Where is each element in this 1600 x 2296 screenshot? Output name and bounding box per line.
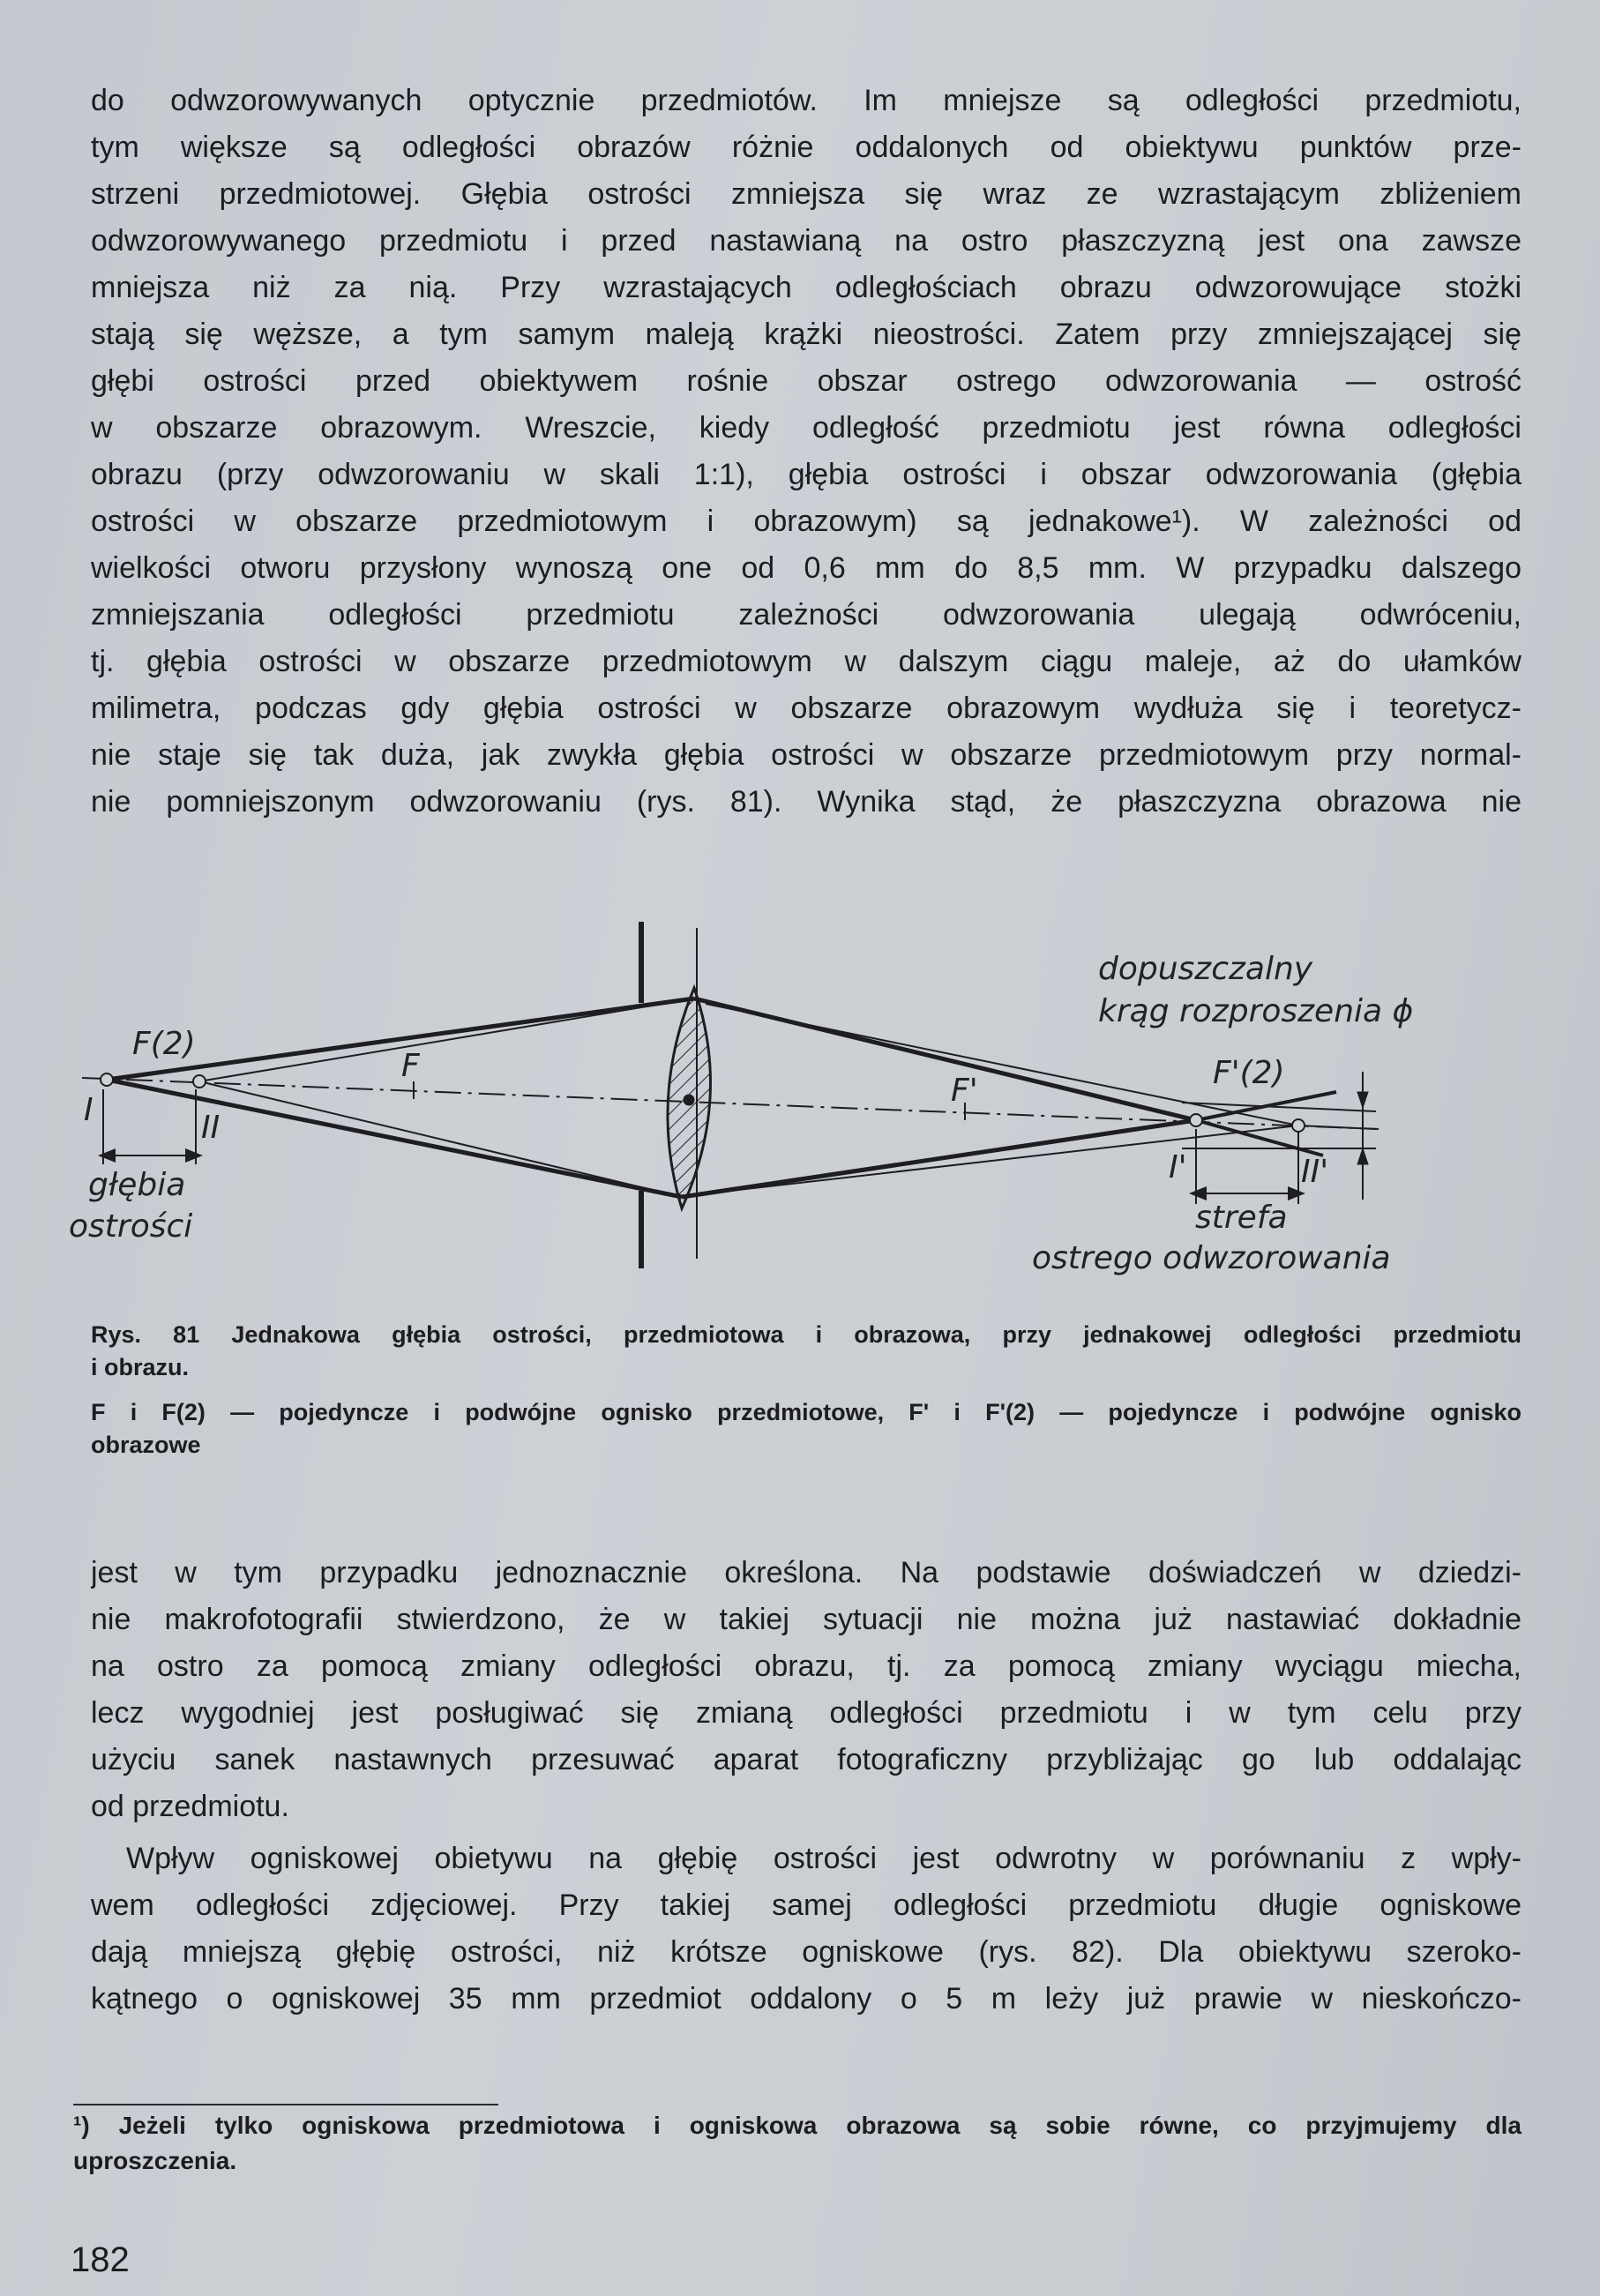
label-f-prime-2: F'(2) [1213, 1055, 1285, 1091]
ray [692, 1126, 1298, 1195]
point-i-prime-marker [1190, 1114, 1202, 1126]
footnote [73, 2108, 1521, 2179]
text-line: użyciu sanek nastawnych przesuwać aparat fotograficzny przybliżając go lub oddalając [91, 1743, 1521, 1776]
ray [199, 1081, 682, 1197]
text-line: Wpływ ogniskowej obietywu na głębię ostrości jest odwrotny w porównaniu z wpły- [126, 1842, 1521, 1875]
text-line: w obszarze obrazowym. Wreszcie, kiedy odległość przedmiotu jest równa odległości [91, 411, 1521, 445]
text-line: głębi ostrości przed obiektywem rośnie obszar ostrego odwzorowania — ostrość [91, 364, 1521, 398]
text-line: lecz wygodniej jest posługiwać się zmianą odległości przedmiotu i w tym celu przy [91, 1696, 1521, 1730]
page-number: 182 [71, 2240, 130, 2279]
text-line: nie makrofotografii stwierdzono, że w takiej sytuacji nie można już nastawiać dokładnie [91, 1603, 1521, 1636]
arrowhead [1357, 1092, 1368, 1108]
text-line: od przedmiotu. [91, 1790, 289, 1823]
text-line: obrazu (przy odwzorowaniu w skali 1:1), głębia ostrości i obszar odwzorowania (głębia [91, 458, 1521, 491]
text-line: nie pomniejszonym odwzorowaniu (rys. 81). Wynika stąd, że płaszczyzna obrazowa nie [91, 785, 1521, 819]
label-point-ii: II [201, 1110, 221, 1146]
text-line: do odwzorowywanych optycznie przedmiotów. Im mniejsze są odległości przedmiotu, [91, 84, 1521, 117]
caption-line: obrazowe [91, 1432, 201, 1458]
footnote-line: uproszczenia. [73, 2147, 237, 2174]
ray [107, 1080, 682, 1197]
point-i-marker [101, 1073, 113, 1086]
label-zone-2: ostrego odwzorowania [1032, 1240, 1391, 1276]
lens-center [684, 1095, 694, 1105]
ray [199, 998, 694, 1081]
text-line: mniejsza niż za nią. Przy wzrastających odległościach obrazu odwzorowujące stożki [91, 271, 1521, 304]
ray [1298, 1126, 1376, 1129]
text-line: zmniejszania odległości przedmiotu zależności odwzorowania ulegają odwróceniu, [91, 598, 1521, 632]
caption-line: i obrazu. [91, 1354, 190, 1380]
label-depth-2: ostrości [69, 1208, 193, 1245]
caption-line: F i F(2) — pojedyncze i podwójne ognisko przedmiotowe, F' i F'(2) — pojedyncze i podwójne ognisko [91, 1399, 1521, 1425]
point-ii-marker [193, 1075, 206, 1088]
label-point-i: I [84, 1092, 93, 1128]
text-line: wielkości otworu przysłony wynoszą one od 0,6 mm do 8,5 mm. W przypadku dalszego [91, 551, 1521, 585]
figure-caption [91, 1319, 1521, 1462]
footnote-divider [73, 2104, 498, 2105]
ray [682, 1120, 1196, 1197]
text-line: dają mniejszą głębię ostrości, niż krótsze ogniskowe (rys. 82). Dla obiektywu szeroko- [91, 1935, 1521, 1969]
label-circle-1: dopuszczalny [1098, 951, 1313, 987]
label-point-ii-prime: II' [1301, 1154, 1329, 1190]
label-point-i-prime: I' [1169, 1149, 1187, 1185]
text-line: strzeni przedmiotowej. Głębia ostrości zmniejsza się wraz ze wzrastającym zbliżeniem [91, 177, 1521, 211]
text-line: tj. głębia ostrości w obszarze przedmiotowym w dalszym ciągu maleje, aż do ułamków [91, 645, 1521, 678]
body-text-bottom [91, 1550, 1521, 2023]
point-ii-prime-marker [1292, 1119, 1305, 1132]
label-f-prime: F' [951, 1073, 978, 1109]
text-line: kątnego o ogniskowej 35 mm przedmiot oddalony o 5 m leży już prawie w nieskończo- [91, 1982, 1521, 2016]
text-line: nie staje się tak duża, jak zwykła głębia ostrości w obszarze przedmiotowym przy normal- [91, 738, 1521, 772]
arrowhead [1357, 1148, 1368, 1164]
text-line: tym większe są odległości obrazów różnie oddalonych od obiektywu punktów prze- [91, 131, 1521, 164]
caption-line: Rys. 81 Jednakowa głębia ostrości, przedmiotowa i obrazowa, przy jednakowej odległości przedmiotu [91, 1321, 1521, 1348]
label-depth-1: głębia [88, 1167, 186, 1203]
text-line: stają się węższe, a tym samym maleją krążki nieostrości. Zatem przy zmniejszającej się [91, 318, 1521, 351]
text-line: jest w tym przypadku jednoznacznie określona. Na podstawie doświadczeń w dziedzi- [91, 1556, 1521, 1589]
text-line: milimetra, podczas gdy głębia ostrości w obszarze obrazowym wydłuża się i teoretycz- [91, 692, 1521, 725]
text-line: odwzorowywanego przedmiotu i przed nastawianą na ostro płaszczyzną jest ona zawsze [91, 224, 1521, 258]
label-f2: F(2) [132, 1026, 196, 1062]
footnote-line: ¹) Jeżeli tylko ogniskowa przedmiotowa i ogniskowa obrazowa są sobie równe, co przyjmujemy dla [73, 2112, 1521, 2139]
label-zone-1: strefa [1195, 1200, 1288, 1236]
text-line: na ostro za pomocą zmiany odległości obrazu, tj. za pomocą zmiany wyciągu miecha, [91, 1649, 1521, 1683]
text-line: wem odległości zdjęciowej. Przy takiej samej odległości przedmiotu długie ogniskowe [91, 1888, 1521, 1922]
body-text-top [91, 78, 1521, 826]
label-f: F [401, 1048, 420, 1084]
label-circle-2: krąg rozproszenia ϕ [1098, 993, 1414, 1029]
figure-lens-diagram [0, 900, 1600, 1305]
text-line: ostrości w obszarze przedmiotowym i obrazowym) są jednakowe¹). W zależności od [91, 505, 1521, 538]
